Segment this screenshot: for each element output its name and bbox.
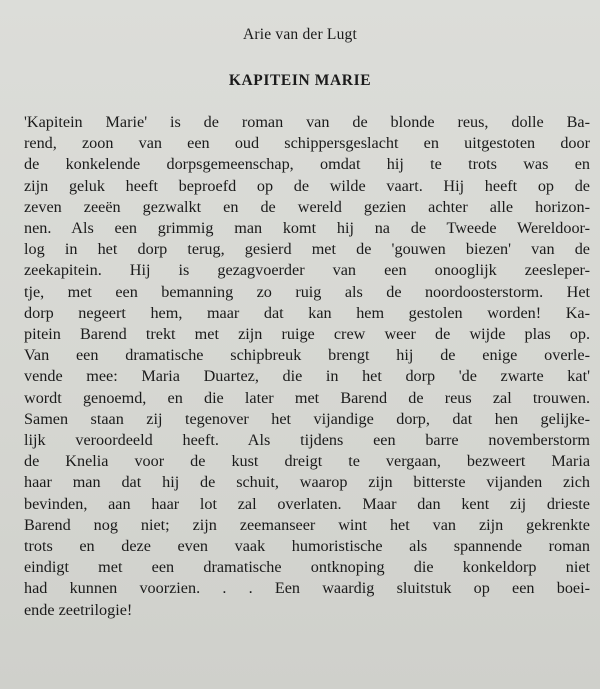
blurb-line: vende mee: Maria Duartez, die in het dorp 'de zwarte kat' [24, 367, 590, 386]
blurb-line: wordt genoemd, en die later met Barend de reus zal trouwen. [24, 388, 590, 407]
blurb-line: haar man dat hij de schuit, waarop zijn bitterste vijanden zich [24, 473, 590, 492]
blurb-line: de Knelia voor de kust dreigt te vergaan, bezweert Maria [24, 452, 590, 471]
blurb-line: zijn geluk heeft beproefd op de wilde vaart. Hij heeft op de [24, 176, 590, 195]
book-title: KAPITEIN MARIE [228, 72, 372, 89]
blurb-line: ende zeetrilogie! [24, 600, 133, 619]
blurb-line: Van een dramatische schipbreuk brengt hij de enige overle- [24, 346, 590, 365]
blurb-line: rend, zoon van een oud schippersgeslacht en uitgestoten door [24, 134, 590, 153]
blurb-line: zeven zeeën gezwalkt en de wereld gezien achter alle horizon- [24, 197, 590, 216]
blurb-line: dorp negeert hem, maar dat kan hem gestolen worden! Ka- [24, 303, 590, 322]
blurb-line: eindigt met een dramatische ontknoping die konkeldorp niet [24, 558, 590, 577]
author-name: Arie van der Lugt [242, 26, 357, 43]
blurb-line: log in het dorp terug, gesierd met de 'gouwen biezen' van de [24, 240, 590, 259]
blurb-line: Barend nog niet; zijn zeemanseer wint het van zijn gekrenkte [24, 515, 590, 534]
blurb-line: Samen staan zij tegenover het vijandige dorp, dat hen gelijke- [24, 409, 590, 428]
blurb-line: pitein Barend trekt met zijn ruige crew weer de wijde plas op. [24, 325, 590, 344]
blurb-line: lijk veroordeeld heeft. Als tijdens een barre novemberstorm [24, 431, 590, 450]
blurb-line: had kunnen voorzien. . . Een waardig sluitstuk op een boei- [24, 579, 590, 598]
blurb-line: trots en deze even vaak humoristische als spannende roman [24, 537, 590, 556]
blurb-line: de konkelende dorpsgemeenschap, omdat hij te trots was en [24, 155, 590, 174]
blurb-line: 'Kapitein Marie' is de roman van de blonde reus, dolle Ba- [24, 113, 590, 131]
blurb-line: zeekapitein. Hij is gezagvoerder van een onooglijk zeesleper- [24, 261, 590, 280]
blurb-paragraph [24, 112, 590, 621]
blurb-line: tje, met een bemanning zo ruig als de noordoosterstorm. Het [24, 282, 590, 301]
blurb-line: bevinden, aan haar lot zal overlaten. Maar dan kent zij drieste [24, 494, 590, 513]
blurb-line: nen. Als een grimmig man komt hij na de Tweede Wereldoor- [24, 219, 590, 238]
